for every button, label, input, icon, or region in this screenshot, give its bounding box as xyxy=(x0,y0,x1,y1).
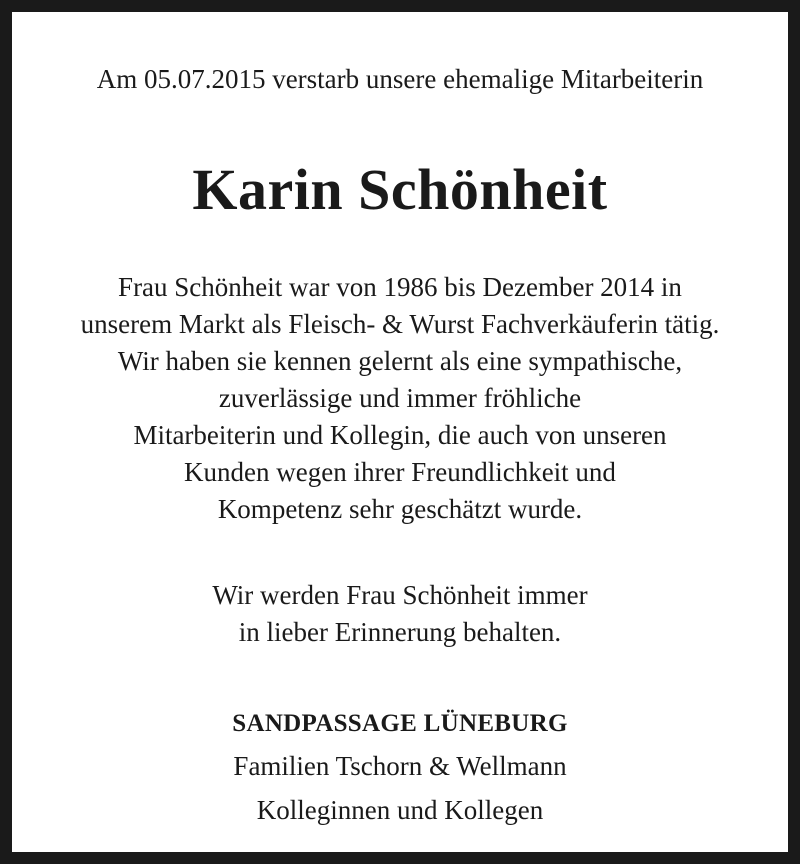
body-line: Mitarbeiterin und Kollegin, die auch von unseren xyxy=(133,420,667,450)
organization-name: SANDPASSAGE LÜNEBURG xyxy=(232,710,568,737)
signature-line: Familien Tschorn & Wellmann xyxy=(233,751,567,781)
body-line: Kunden wegen ihrer Freundlichkeit und xyxy=(184,457,616,487)
notice-content xyxy=(24,12,776,852)
body-line: Wir haben sie kennen gelernt als eine sympathische, xyxy=(117,346,683,376)
body-line: unserem Markt als Fleisch- & Wurst Fachverkäuferin tätig. xyxy=(80,309,720,339)
signature-line: Kolleginnen und Kollegen xyxy=(256,795,544,825)
body-line: Frau Schönheit war von 1986 bis Dezember 2014 in xyxy=(118,272,682,302)
deceased-name: Karin Schönheit xyxy=(192,157,608,222)
remembrance-line: in lieber Erinnerung behalten. xyxy=(238,617,562,647)
body-line: Kompetenz sehr geschätzt wurde. xyxy=(217,494,583,524)
remembrance-line: Wir werden Frau Schönheit immer xyxy=(212,580,588,610)
body-line: zuverlässige und immer fröhliche xyxy=(218,383,582,413)
intro-text: Am 05.07.2015 verstarb unsere ehemalige Mitarbeiterin xyxy=(96,64,704,94)
